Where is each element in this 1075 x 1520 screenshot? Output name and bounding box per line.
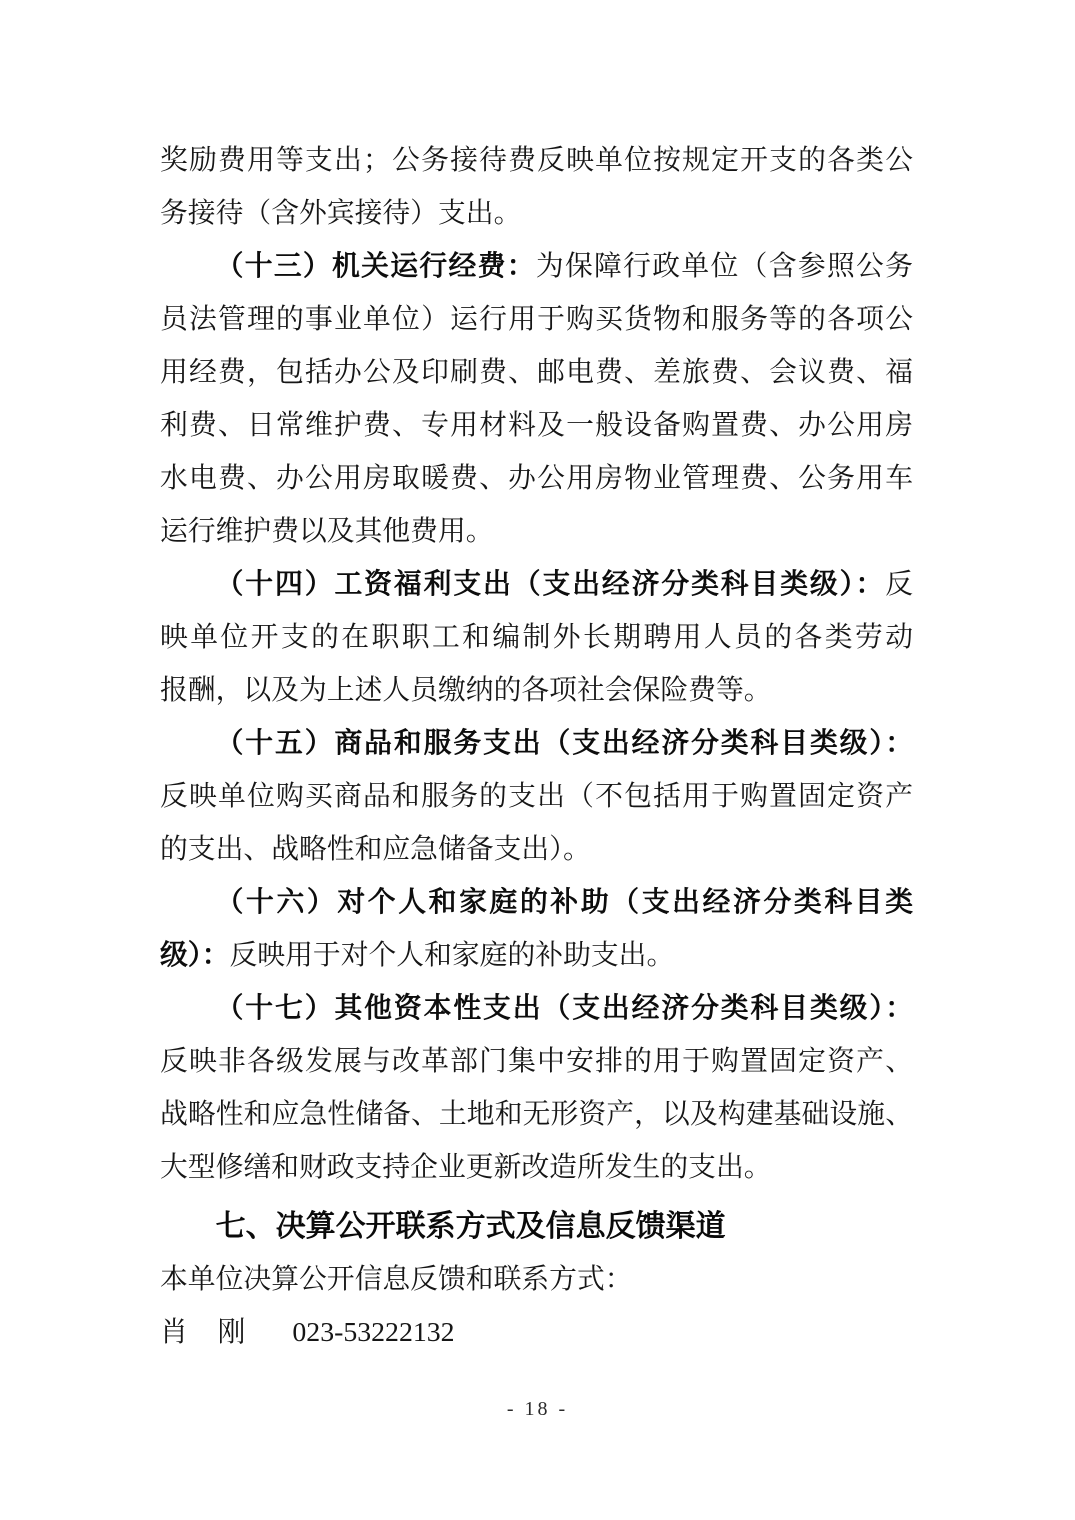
line-text: 奖励费用等支出；公务接待费反映单位按规定开支的各类公: [160, 145, 913, 176]
paragraph-lead-bold: （十三）机关运行经费：: [215, 251, 536, 282]
contact-phone: 023-53222132: [292, 1317, 455, 1348]
line-text: 本单位决算公开信息反馈和联系方式：: [160, 1264, 633, 1295]
text-line: [160, 611, 913, 664]
contact-line: [160, 1306, 913, 1359]
text-line: [160, 929, 913, 982]
page-number: - 18 -: [506, 1398, 569, 1420]
line-text: 水电费、办公用房取暖费、办公用房物业管理费、公务用车: [160, 463, 913, 494]
line-text: 报酬，以及为上述人员缴纳的各项社会保险费等。: [160, 675, 772, 706]
line-text: 战略性和应急性储备、土地和无形资产，以及构建基础设施、: [160, 1099, 913, 1130]
text-line: [160, 293, 913, 346]
line-text: 员法管理的事业单位）运行用于购买货物和服务等的各项公: [160, 304, 913, 335]
text-line: [160, 187, 913, 240]
text-line: [160, 982, 913, 1035]
line-text: 的支出、战略性和应急储备支出）。: [160, 834, 591, 865]
text-line: [160, 876, 913, 929]
paragraph-lead-bold: （十五）商品和服务支出（支出经济分类科目类级）：: [215, 728, 913, 759]
text-line: [160, 664, 913, 717]
line-text: 务接待（含外宾接待）支出。: [160, 198, 522, 229]
text-line: [160, 1141, 913, 1194]
text-line: [160, 717, 913, 770]
line-text: 为保障行政单位（含参照公务: [535, 251, 913, 282]
line-text: 反映单位购买商品和服务的支出（不包括用于购置固定资产: [160, 781, 913, 812]
text-line: [160, 1088, 913, 1141]
text-line: [160, 558, 913, 611]
document-page-body: [160, 134, 913, 1359]
text-line: [160, 1035, 913, 1088]
paragraph-lead-bold: （十四）工资福利支出（支出经济分类科目类级）：: [215, 569, 886, 600]
text-line: [160, 452, 913, 505]
section-heading: [160, 1200, 913, 1253]
text-line: [160, 823, 913, 876]
text-line: [160, 770, 913, 823]
line-text: 大型修缮和财政支持企业更新改造所发生的支出。: [160, 1152, 772, 1183]
paragraph-lead-bold: （十六）对个人和家庭的补助（支出经济分类科目类: [215, 887, 913, 918]
line-text: 反: [885, 569, 913, 600]
line-text: 用经费，包括办公及印刷费、邮电费、差旅费、会议费、福: [160, 357, 913, 388]
paragraph-lead-bold: 级）：: [160, 940, 230, 971]
contact-name: 肖 刚: [160, 1317, 247, 1348]
text-line: [160, 399, 913, 452]
line-text: 运行维护费以及其他费用。: [160, 516, 494, 547]
line-text: 反映非各级发展与改革部门集中安排的用于购置固定资产、: [160, 1046, 913, 1077]
text-line: [160, 134, 913, 187]
paragraph-lead-bold: （十七）其他资本性支出（支出经济分类科目类级）：: [215, 993, 913, 1024]
line-text: 映单位开支的在职职工和编制外长期聘用人员的各类劳动: [160, 622, 913, 653]
text-line: [160, 505, 913, 558]
text-line: [160, 1253, 913, 1306]
line-text: 利费、日常维护费、专用材料及一般设备购置费、办公用房: [160, 410, 913, 441]
text-line: [160, 240, 913, 293]
text-line: [160, 346, 913, 399]
section-heading-text: 七、决算公开联系方式及信息反馈渠道: [215, 1210, 726, 1243]
line-text: 反映用于对个人和家庭的补助支出。: [229, 940, 675, 971]
